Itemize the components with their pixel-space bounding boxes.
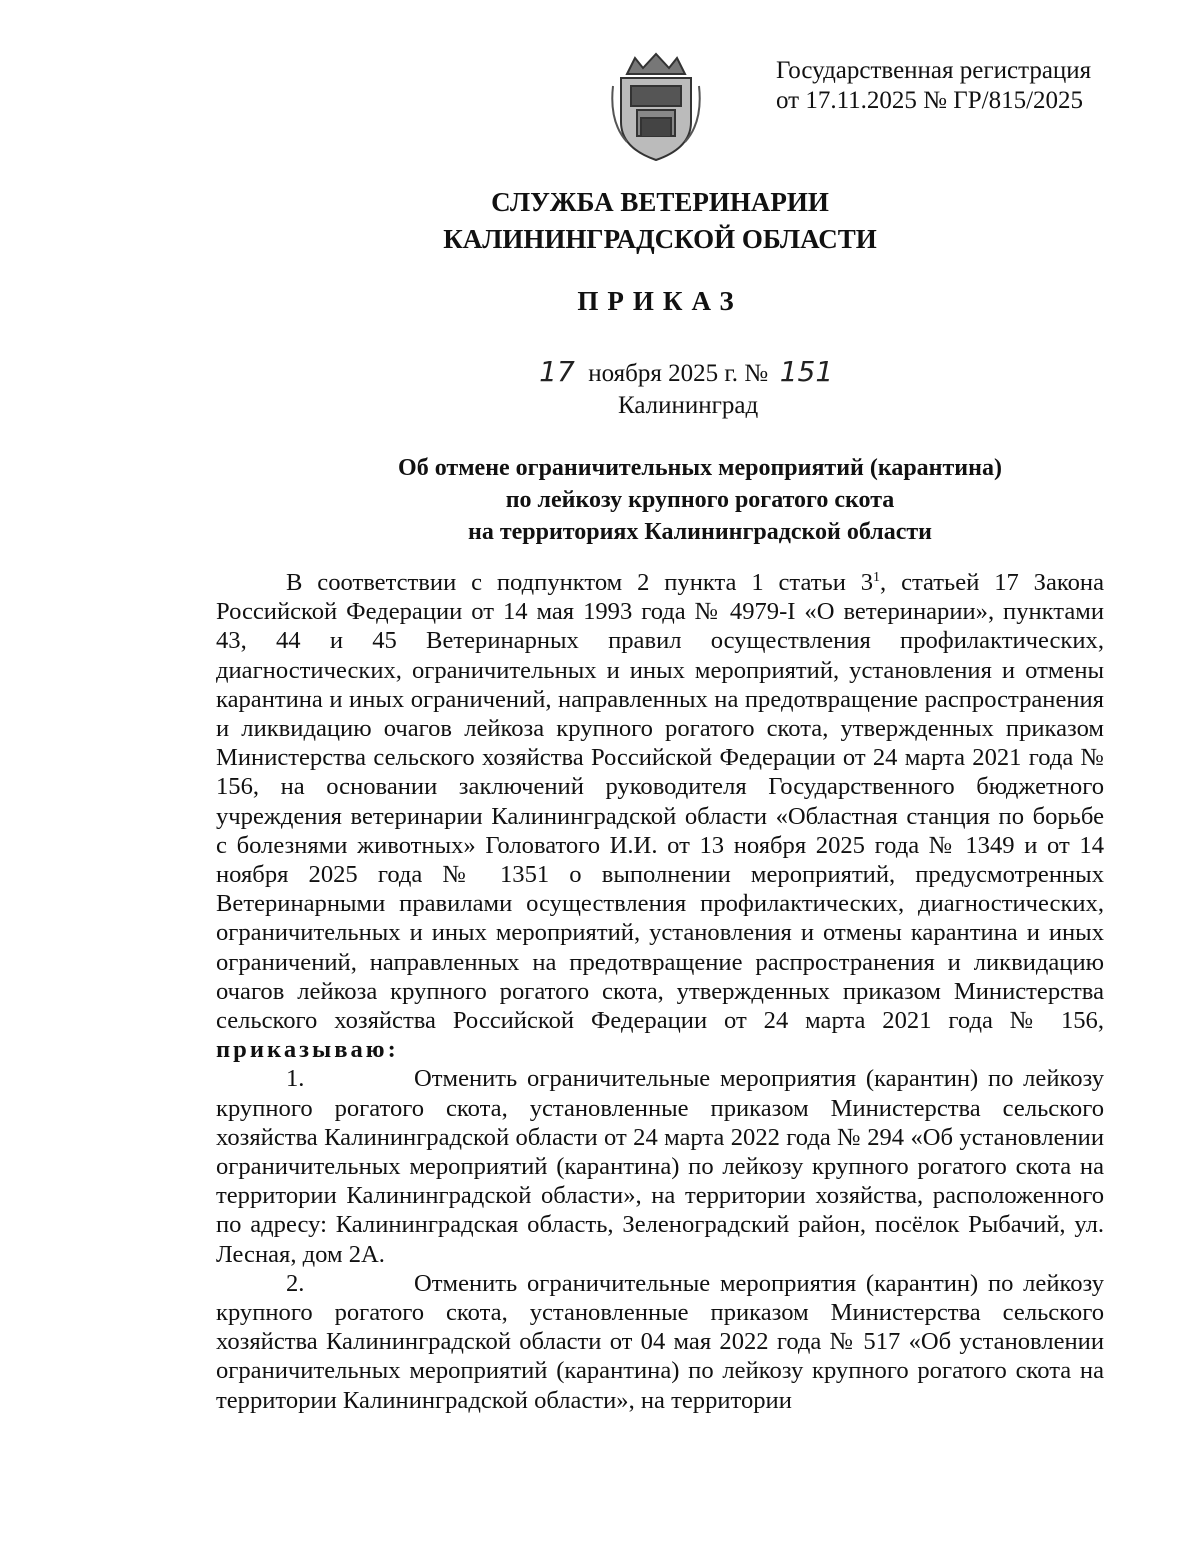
preamble-verb: приказываю: [216, 1036, 399, 1064]
item-number: 1. [286, 1065, 305, 1093]
title-line-3: на территориях Калининградской области [467, 519, 932, 545]
preamble-paragraph [216, 568, 1104, 1064]
order-body [216, 568, 1104, 1415]
list-item [216, 1269, 1104, 1415]
order-title [300, 452, 1100, 548]
item-number: 2. [286, 1269, 305, 1297]
handwritten-order-number: 151 [779, 355, 834, 388]
order-dateline [532, 356, 834, 390]
issuer-header [300, 184, 1020, 258]
preamble-superscript: 1 [873, 569, 881, 585]
title-line-1: Об отмене ограничительных мероприятий (карантина) [398, 455, 1002, 481]
registration-stamp [776, 56, 1091, 116]
list-item [216, 1064, 1104, 1268]
item-text: Отменить ограничительные мероприятия (карантин) по лейкозу крупного рогатого скота, установленные приказом Министерства сельского хозяйства Калининградской области от 24 марта 2022 года № 294 «Об установлении ограничительных мероприятий (карантина) по лейкозу крупного рогатого скота на территории Калининградской области», на территории хозяйства, расположенного по адресу: Калининградская область, Зеленоградский район, посёлок Рыбачий, ул. Лесная, дом 2А. [216, 1065, 1104, 1268]
coat-of-arms-emblem [607, 52, 705, 164]
order-month-year: ноября 2025 г. № [588, 360, 769, 387]
preamble-text-1: В соответствии с подпунктом 2 пункта 1 статьи 3 [286, 569, 874, 596]
preamble-text-2: , статьей 17 Закона Российской Федерации от 14 мая 1993 года № 4979-I «О ветеринарии», пунктами 43, 44 и 45 Ветеринарных правил осуществления профилактических, диагностических, ограничительных и иных мероприятий, установления и отмены карантина и иных ограничений, направленных на предотвращение распространения и ликвидацию очагов лейкоза крупного рогатого скота, утвержденных приказом Министерства сельского хозяйства Российской Федерации от 24 марта 2021 года № 156, на основании заключений руководителя Государственного бюджетного учреждения ветеринарии Калининградской области «Областная станция по борьбе с болезнями животных» Головатого И.И. от 13 ноября 2025 года № 1349 и от 14 ноября 2025 года № 1351 о выполнении мероприятий, предусмотренных Ветеринарными правилами осуществления профилактических, диагностических, ограничительных и иных мероприятий, установления и отмены карантина и иных ограничений, направленных на предотвращение распространения и ликвидацию очагов лейкоза крупного рогатого скота, утвержденных приказом Министерства сельского хозяйства Российской Федерации от 24 марта 2021 года № 156, [216, 569, 1104, 1035]
item-text: Отменить ограничительные мероприятия (карантин) по лейкозу крупного рогатого скота, установленные приказом Министерства сельского хозяйства Калининградской области от 04 мая 2022 года № 517 «Об установлении ограничительных мероприятий (карантина) по лейкозу крупного рогатого скота на территории Калининградской области», на территории [216, 1269, 1104, 1414]
order-heading: ПРИКАЗ [577, 286, 743, 316]
issuer-line-1: СЛУЖБА ВЕТЕРИНАРИИ [491, 187, 829, 217]
title-line-2: по лейкозу крупного рогатого скота [505, 487, 895, 513]
handwritten-day: 17 [539, 355, 575, 388]
registration-line-2: от 17.11.2025 № ГР/815/2025 [776, 87, 1084, 114]
issuer-line-2: КАЛИНИНГРАДСКОЙ ОБЛАСТИ [443, 224, 877, 254]
order-city: Калининград [618, 392, 759, 419]
registration-line-1: Государственная регистрация [776, 57, 1092, 84]
